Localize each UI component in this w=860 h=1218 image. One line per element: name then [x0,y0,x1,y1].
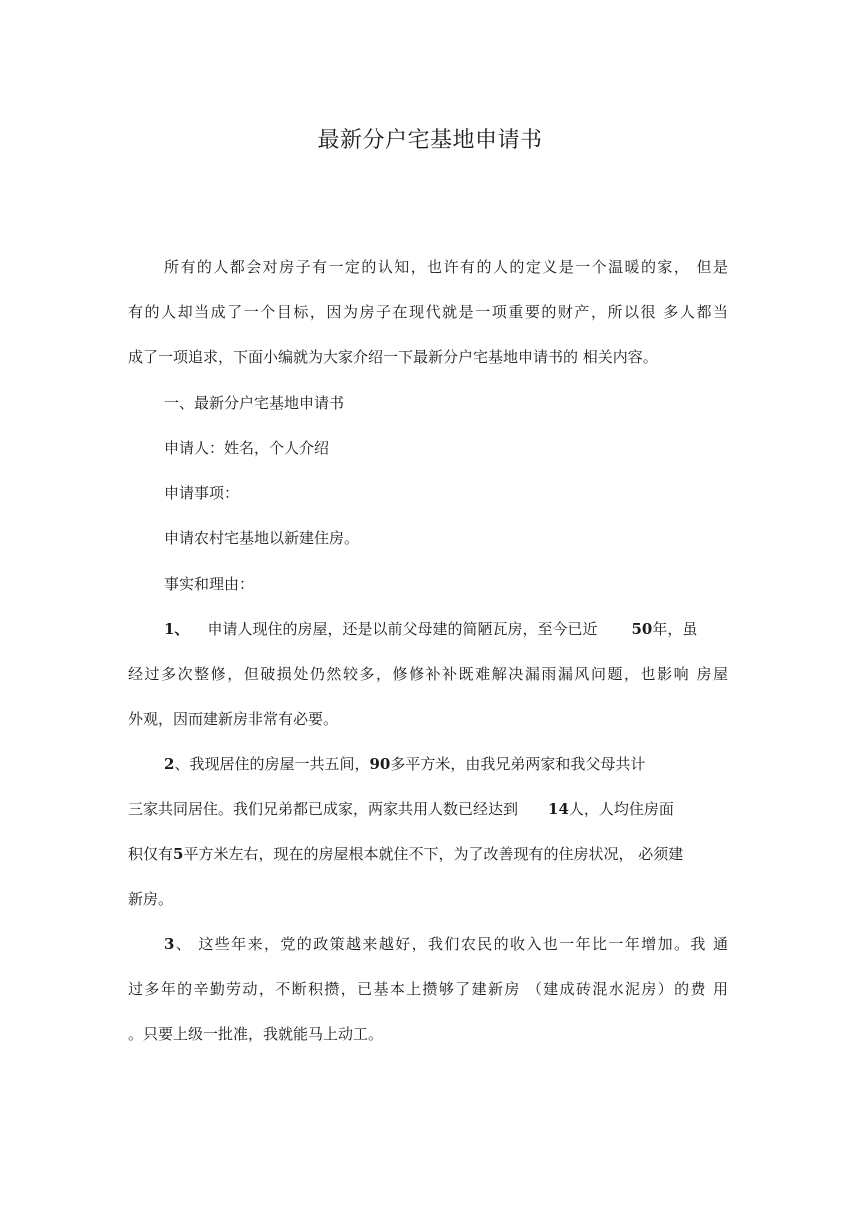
intro-line-2: 有的人却当成了一个目标，因为房子在现代就是一项重要的财产，所以很 多人都当 [128,303,728,321]
section-heading: 一、最新分户宅基地申请书 [164,394,345,412]
applicant-line: 申请人：姓名，个人介绍 [164,439,330,457]
item-3-line-3: 。只要上级一批准，我就能马上动工。 [128,1025,384,1043]
item-2-text-a: 、我现居住的房屋一共五间， [174,755,370,773]
document-title: 最新分户宅基地申请书 [317,128,543,153]
item-2-people: 14 [548,800,569,818]
item-2-area: 90 [369,755,391,773]
item-3-line-2: 过多年的辛勤劳动，不断积攒，已基本上攒够了建新房 （建成砖混水泥房）的费 用 [128,980,728,998]
item-2-line-4: 新房。 [128,890,174,908]
intro-line-3: 成了一项追求，下面小编就为大家介绍一下最新分户宅基地申请书的 相关内容。 [128,348,658,366]
facts-label: 事实和理由： [164,575,255,593]
item-1-text-b: 年，虽 [652,620,698,638]
item-2-line-3 [128,843,683,865]
item-2-text-f: 平方米左右，现在的房屋根本就住不下，为了改善现有的住房状况， 必须建 [183,845,684,863]
item-2-line-2 [128,798,674,820]
item-1-years: 50 [631,620,653,638]
item-1-text-a: 申请人现住的房屋，还是以前父母建的简陋瓦房，至今已近 [207,620,598,638]
matter-text: 申请农村宅基地以新建住房。 [164,529,360,547]
item-1-line-1 [164,618,728,640]
item-3-text-a: 、 这些年来，党的政策越来越好，我们农民的收入也一年比一年增加。我 通 [174,935,728,953]
item-2-text-e: 积仅有 [128,845,174,863]
item-2-text-c: 三家共同居住。我们兄弟都已成家，两家共用人数已经达到 [128,800,519,818]
item-2-number: 2 [164,755,175,773]
item-2-text-d: 人，人均住房面 [568,800,674,818]
matter-label: 申请事项： [164,484,240,502]
item-1-line-2: 经过多次整修，但破损处仍然较多，修修补补既难解决漏雨漏风问题，也影响 房屋 [128,665,728,683]
item-2-line-1 [164,753,645,775]
item-1-number: 1、 [164,620,190,638]
item-3-line-1 [164,933,728,955]
item-3-number: 3 [164,935,175,953]
intro-line-1: 所有的人都会对房子有一定的认知，也许有的人的定义是一个温暖的家， 但是 [164,258,728,276]
item-2-per-capita: 5 [173,845,184,863]
item-1-line-3: 外观，因而建新房非常有必要。 [128,710,339,728]
item-2-text-b: 多平方米，由我兄弟两家和我父母共计 [390,755,646,773]
